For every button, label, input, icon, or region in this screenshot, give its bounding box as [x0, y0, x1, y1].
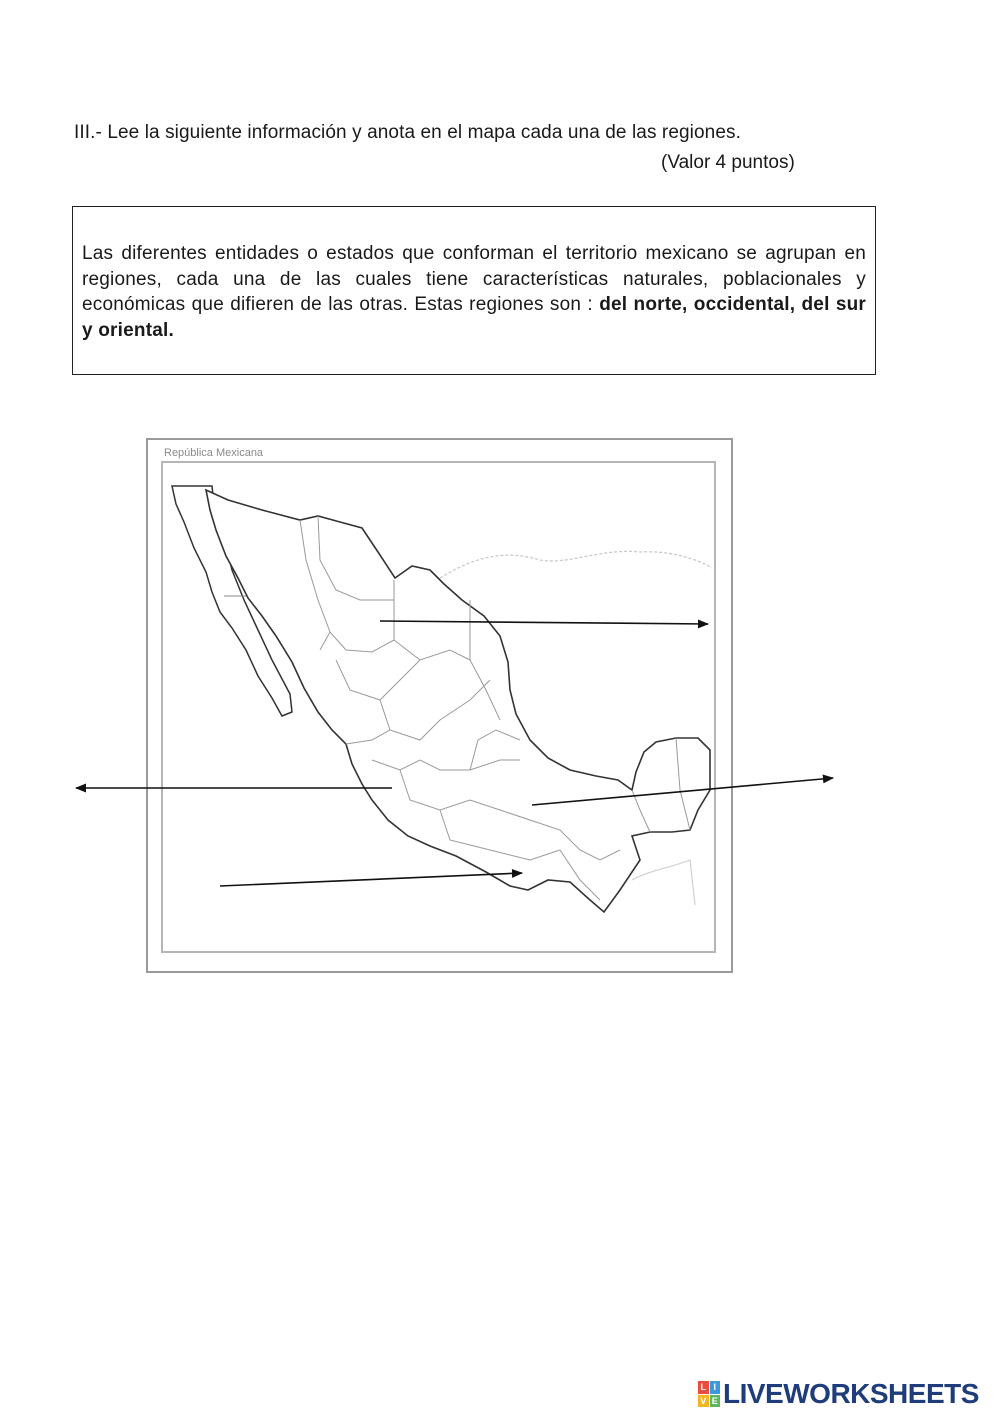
map-title: República Mexicana [164, 447, 264, 459]
logo-letter: I [710, 1381, 721, 1394]
logo-letter: E [710, 1395, 721, 1408]
liveworksheets-brand [698, 1378, 979, 1410]
brand-text: LIVEWORKSHEETS [723, 1378, 979, 1409]
points-value: (Valor 4 puntos) [661, 152, 795, 173]
instruction-text: III.- Lee la siguiente información y anota en el mapa cada una de las regiones. [74, 122, 741, 143]
logo-letter: L [698, 1381, 709, 1394]
gulf-coast-line [440, 551, 712, 578]
guatemala-border [632, 860, 695, 905]
logo-letter: V [698, 1395, 709, 1408]
liveworksheets-logo-icon [698, 1381, 720, 1407]
info-text: Las diferentes entidades o estados que conforman el territorio mexicano se agrupan en regiones, cada una de las cuales tiene características naturales, poblacionales y económicas que difieren de las otras. Estas regiones son : [82, 243, 866, 315]
info-regions-bold: del norte, occidental, del sur y oriental. [82, 294, 866, 341]
arrow-south [220, 873, 522, 886]
